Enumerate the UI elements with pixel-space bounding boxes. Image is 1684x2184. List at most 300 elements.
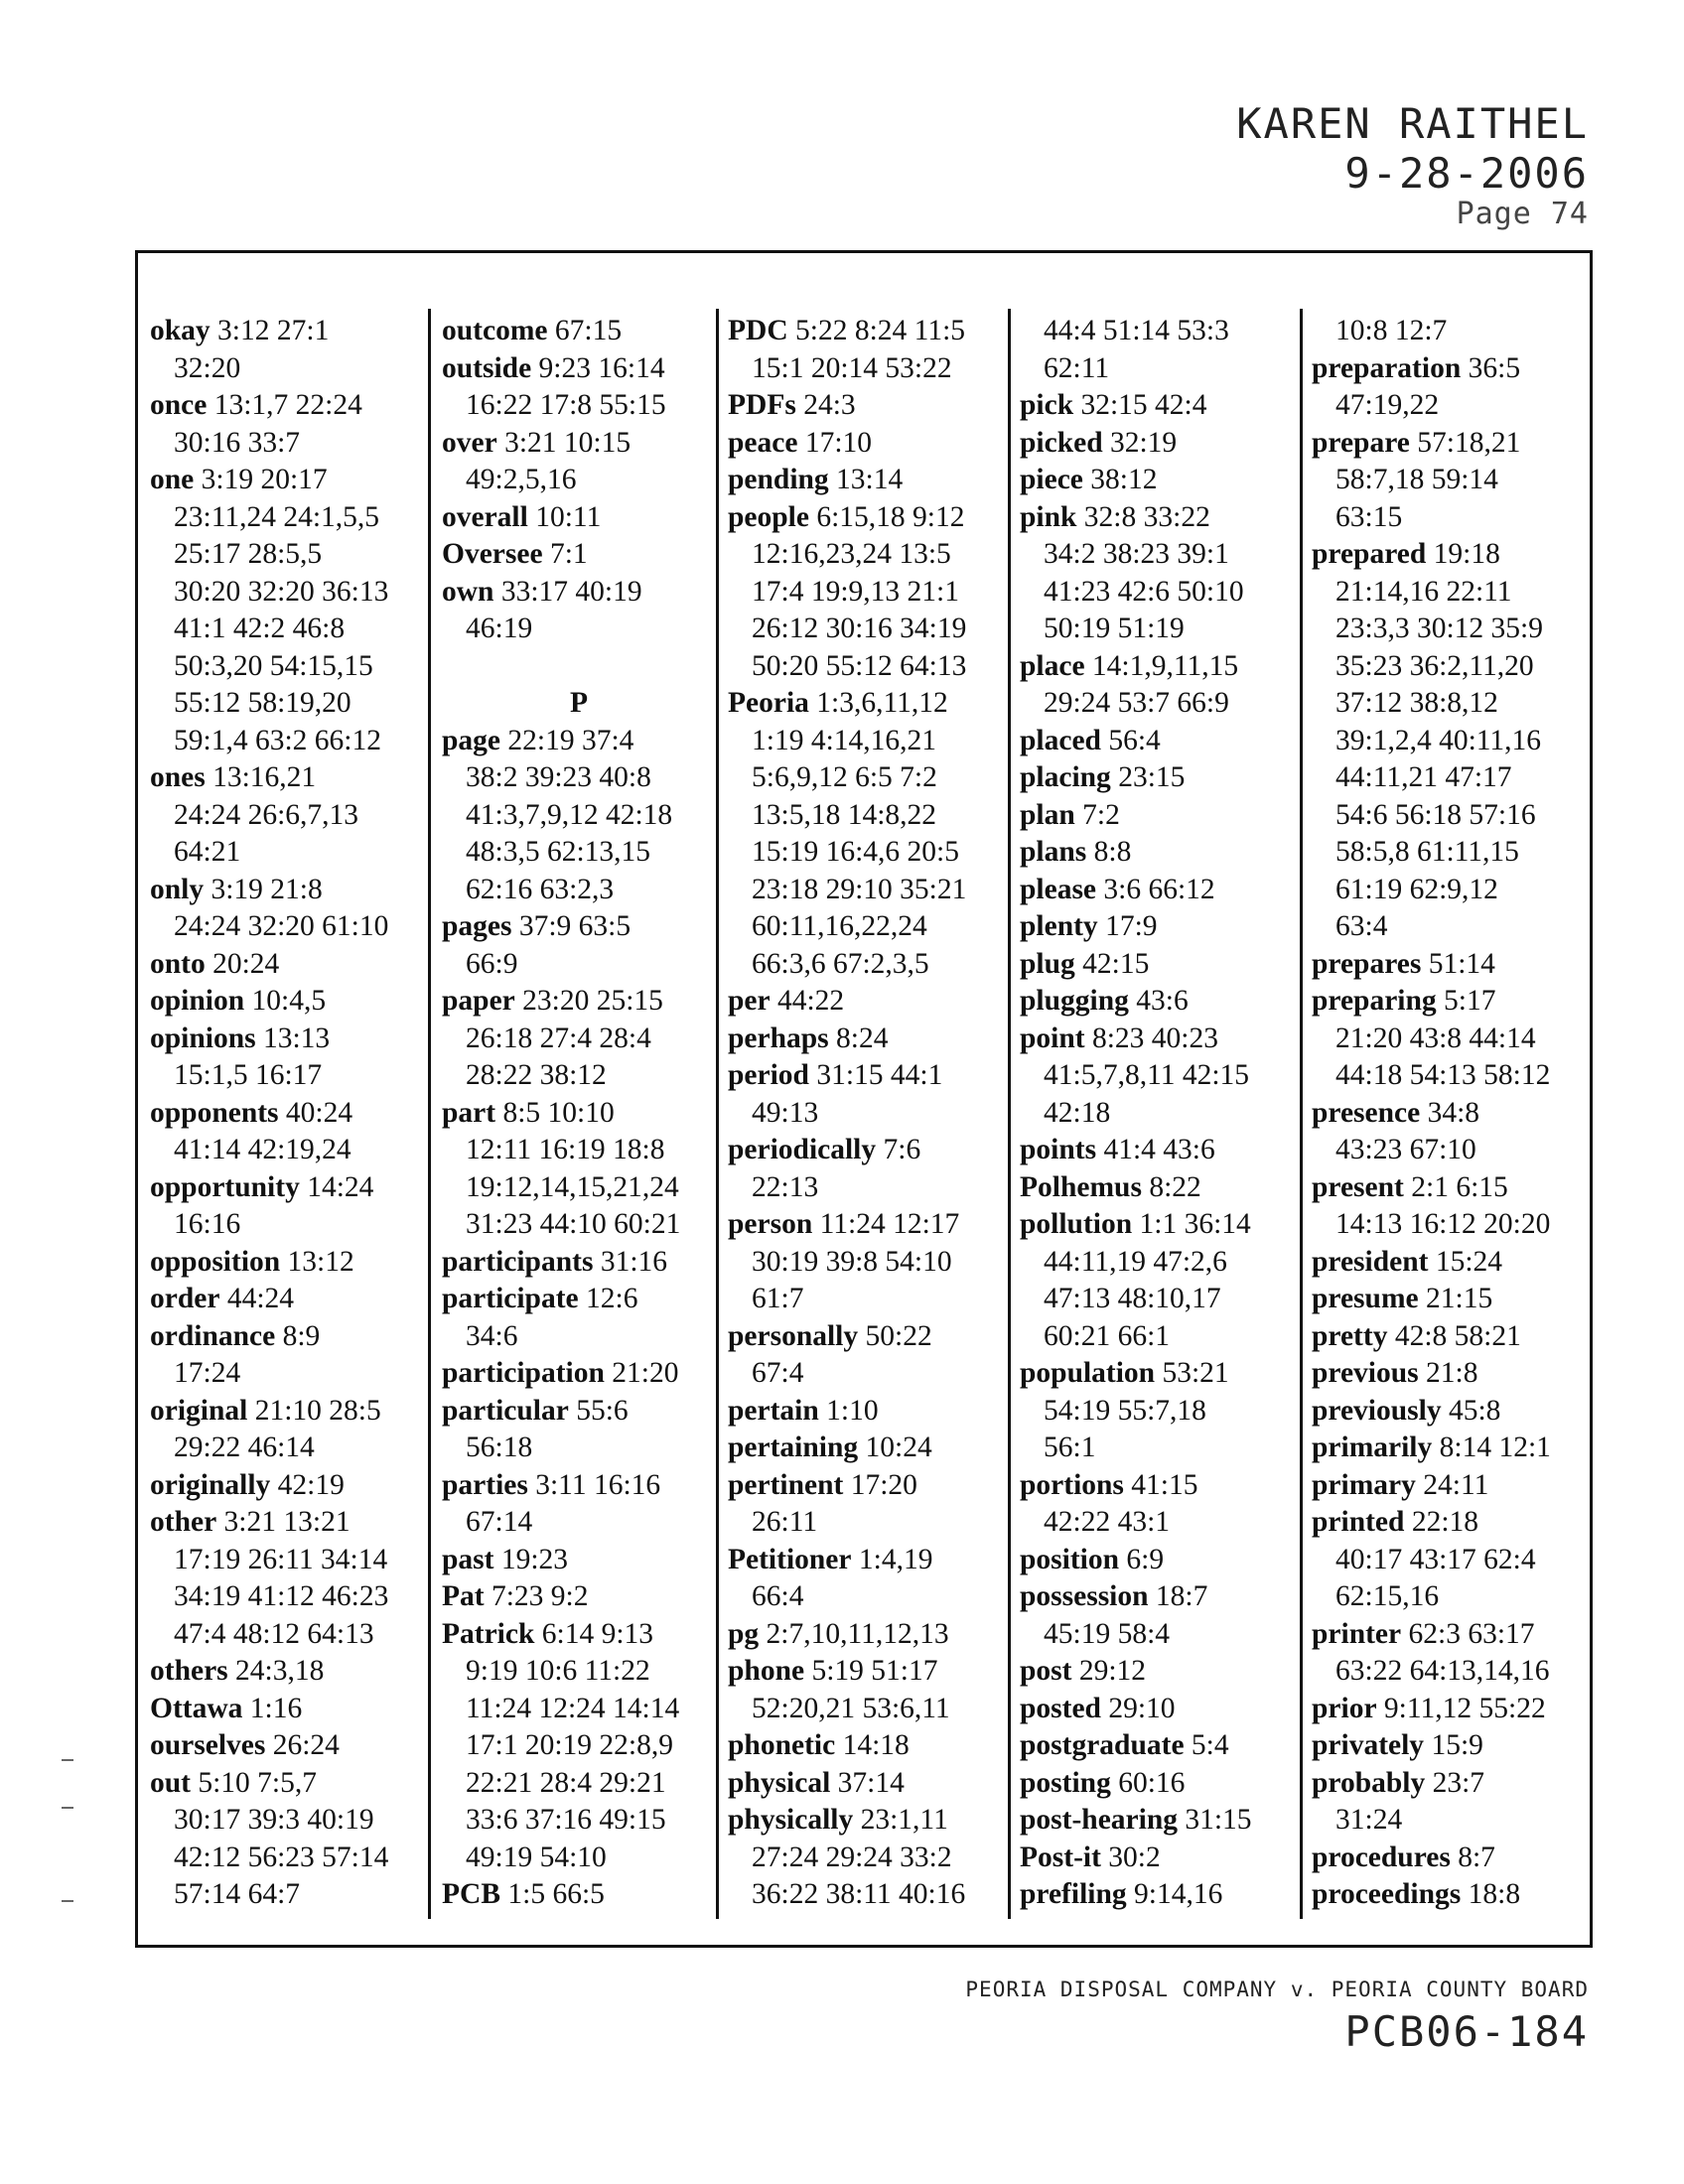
index-term: order [150,1283,220,1314]
page-references: 6:9 [1119,1543,1165,1575]
page-references-continued: 59:1,4 63:2 66:12 [174,724,381,756]
page-references-continued: 9:19 10:6 11:22 [466,1655,650,1687]
index-entry [150,1765,418,1803]
page-references-continued: 31:24 [1335,1804,1403,1836]
index-term: participants [442,1245,594,1278]
page-references-continued: 50:20 55:12 64:13 [752,649,967,682]
index-term: posted [1020,1692,1101,1724]
index-term: pertinent [728,1468,844,1501]
index-term: opinions [150,1022,256,1054]
index-entry [1020,946,1300,984]
index-term: position [1020,1543,1120,1575]
page-references: 42:15 [1074,947,1150,980]
page-references: 7:23 9:2 [484,1580,589,1612]
page-references: 13:1,7 22:24 [207,389,362,421]
page-references: 1:10 [818,1394,879,1427]
index-entry [1020,1355,1300,1393]
index-box [135,250,1593,1948]
page-references: 10:24 [858,1432,932,1463]
index-term: plugging [1020,985,1129,1017]
page-references-continued: 66:9 [466,947,518,980]
index-entry [1020,1840,1300,1877]
index-entry [150,1467,418,1505]
page-references-continued: 44:11,21 47:17 [1335,761,1512,793]
index-term: others [150,1655,228,1687]
index-term: ones [150,761,206,793]
page-references-continued: 29:22 46:14 [174,1432,315,1463]
page-references-continued: 14:13 16:12 20:20 [1335,1208,1551,1240]
page-references: 5:19 51:17 [804,1655,938,1687]
index-entry [150,983,418,1021]
index-entry [150,1691,418,1728]
index-term: prepares [1312,947,1422,980]
index-term: only [150,873,205,905]
page-references: 3:12 27:1 [210,315,330,346]
index-term: procedures [1312,1841,1451,1873]
page-references-continued: 25:17 28:5,5 [174,538,323,570]
page-references: 41:4 43:6 [1096,1134,1215,1165]
index-entry [728,1467,1006,1505]
index-term: plan [1020,798,1075,831]
page-references-continued: 50:3,20 54:15,15 [174,649,373,682]
page-references: 5:4 [1184,1729,1229,1761]
page-references-continued: 60:21 66:1 [1044,1319,1171,1352]
page-references-continued: 34:6 [466,1319,518,1352]
index-term: paper [442,985,515,1017]
index-entry [150,1727,418,1765]
page-references-continued: 41:5,7,8,11 42:15 [1044,1059,1250,1091]
page-references-continued: 11:24 12:24 14:14 [466,1692,680,1724]
page-references: 14:24 [299,1170,374,1203]
index-term: participate [442,1283,579,1314]
index-entry [1312,1281,1590,1318]
page-references-continued: 28:22 38:12 [466,1059,607,1091]
index-entry [728,1802,1006,1840]
index-term: place [1020,649,1085,682]
index-term: parties [442,1468,528,1501]
page-references: 13:12 [280,1245,354,1278]
page-references: 38:12 [1082,464,1158,495]
index-term: placed [1020,724,1101,756]
page-references: 44:22 [770,985,845,1017]
index-entry [442,536,716,574]
index-term: participation [442,1357,605,1389]
column-divider [1008,309,1011,1919]
index-entry [1312,1095,1590,1133]
page-references: 36:5 [1461,351,1521,384]
index-term: Petitioner [728,1543,852,1575]
page-references: 31:15 44:1 [808,1059,943,1091]
page-references: 53:21 [1155,1357,1229,1389]
index-entry [1020,1467,1300,1505]
index-term: piece [1020,464,1083,495]
index-term: present [1312,1170,1404,1203]
page-references: 18:8 [1461,1878,1521,1910]
page-references: 43:6 [1128,985,1189,1017]
page-references-continued: 62:16 63:2,3 [466,873,615,905]
page-references-continued: 41:14 42:19,24 [174,1134,351,1165]
page-references: 17:20 [843,1468,917,1501]
page-references: 8:8 [1086,836,1132,868]
index-entry [150,946,418,984]
page-references: 19:18 [1426,538,1500,570]
page-references-continued: 17:1 20:19 22:8,9 [466,1729,673,1761]
page-references-continued: 24:24 32:20 61:10 [174,910,389,942]
page-references: 1:4,19 [851,1543,933,1575]
index-column-2 [442,313,716,1925]
page-references-continued: 61:7 [752,1283,804,1314]
page-references-continued: 47:4 48:12 64:13 [174,1617,374,1650]
page-references-continued: 16:16 [174,1208,241,1240]
index-entry [1020,648,1300,686]
index-entry [728,1057,1006,1095]
index-entry [1312,1318,1590,1356]
index-term: ourselves [150,1729,266,1761]
page-references-continued: 23:18 29:10 35:21 [752,873,967,905]
index-entry [1312,536,1590,574]
deponent-name: KAREN RAITHEL [1236,99,1589,148]
margin-mark [62,1759,73,1761]
index-entry [150,1653,418,1691]
index-column-5 [1312,313,1590,1925]
index-term: previous [1312,1357,1419,1389]
page-references: 9:14,16 [1126,1878,1223,1910]
page-references: 32:15 42:4 [1073,389,1207,421]
page-references: 7:6 [876,1134,921,1165]
index-entry [728,462,1006,499]
index-term: pertain [728,1394,819,1427]
page-references-continued: 26:18 27:4 28:4 [466,1022,651,1054]
index-entry [728,1542,1006,1579]
page-references-continued: 23:3,3 30:12 35:9 [1335,613,1543,644]
column-divider [428,309,431,1919]
page-references: 14:18 [835,1729,910,1761]
page-references-continued: 42:18 [1044,1096,1111,1129]
index-term: PDC [728,315,788,346]
index-term: once [150,389,208,421]
index-entry [1020,1727,1300,1765]
index-entry [1312,1691,1590,1728]
page-references: 12:6 [578,1283,638,1314]
index-term: pink [1020,500,1077,533]
page-references: 40:24 [278,1096,353,1129]
index-entry [1312,1467,1590,1505]
page-references: 8:23 40:23 [1084,1022,1218,1054]
page-references: 44:24 [219,1283,295,1314]
page-references: 3:21 10:15 [496,426,632,459]
page-references-continued: 17:4 19:9,13 21:1 [752,575,959,608]
index-column-4 [1020,313,1300,1925]
index-entry [150,759,418,797]
index-entry [1312,1727,1590,1765]
index-entry [442,499,716,537]
page-references: 6:14 9:13 [534,1617,654,1650]
page-references: 24:11 [1415,1468,1489,1501]
index-term: previously [1312,1394,1442,1427]
index-entry [150,462,418,499]
index-term: privately [1312,1729,1425,1761]
index-term: overall [442,500,528,533]
index-entry [1312,425,1590,463]
index-term: outcome [442,315,548,346]
index-term: opinion [150,985,245,1017]
page-references-continued: 63:22 64:13,14,16 [1335,1655,1550,1687]
index-entry [1312,1840,1590,1877]
page-references-continued: 48:3,5 62:13,15 [466,836,651,868]
page-references: 21:10 28:5 [247,1394,381,1427]
section-letter: P [569,687,589,719]
page-references-continued: 54:19 55:7,18 [1044,1394,1206,1427]
page-references-continued: 17:24 [174,1357,241,1389]
index-entry [1312,1504,1590,1542]
index-entry [150,313,418,350]
page-references: 3:21 13:21 [216,1506,351,1538]
page-references-continued: 43:23 67:10 [1335,1134,1476,1165]
index-term: point [1020,1022,1085,1054]
page-references-continued: 47:13 48:10,17 [1044,1283,1221,1314]
page-references: 10:11 [527,500,602,533]
page-references: 22:18 [1404,1506,1479,1538]
page-references-continued: 1:19 4:14,16,21 [752,724,937,756]
page-references-continued: 54:6 56:18 57:16 [1335,798,1536,831]
index-term: pick [1020,389,1074,421]
index-term: opponents [150,1096,279,1129]
page-references-continued: 15:1 20:14 53:22 [752,351,952,384]
page-references-continued: 26:12 30:16 34:19 [752,613,967,644]
index-entry [728,1318,1006,1356]
page-references-continued: 12:11 16:19 18:8 [466,1134,665,1165]
index-entry [442,574,716,612]
index-term: president [1312,1245,1429,1278]
page-references-continued: 61:19 62:9,12 [1335,873,1498,905]
index-term: opportunity [150,1170,300,1203]
page-references-continued: 63:4 [1335,910,1388,942]
page-references-continued: 46:19 [466,613,533,644]
index-entry [1020,425,1300,463]
index-term: periodically [728,1134,877,1165]
page-references: 8:14 12:1 [1432,1432,1551,1463]
index-term: preparing [1312,985,1437,1017]
page-references: 2:1 6:15 [1403,1170,1508,1203]
page-references-continued: 29:24 53:7 66:9 [1044,687,1229,719]
index-entry [442,1616,716,1654]
index-term: PDFs [728,389,796,421]
index-term: original [150,1394,248,1427]
page-references-continued: 56:18 [466,1432,533,1463]
column-divider [716,309,719,1919]
index-term: people [728,500,809,533]
page-references: 21:8 [1418,1357,1478,1389]
index-entry [442,425,716,463]
index-entry [442,350,716,388]
index-term: presume [1312,1283,1419,1314]
index-term: posting [1020,1766,1111,1799]
page-references-continued: 17:19 26:11 34:14 [174,1543,388,1575]
page-references: 8:7 [1450,1841,1495,1873]
page-references: 23:15 [1110,761,1186,793]
page-references-continued: 62:11 [1044,351,1110,384]
page-references-continued: 42:12 56:23 57:14 [174,1841,389,1873]
index-term: outside [442,351,532,384]
index-term: post-hearing [1020,1804,1178,1836]
page-references-continued: 34:2 38:23 39:1 [1044,538,1229,570]
page-references-continued: 67:4 [752,1357,804,1389]
index-entry [728,313,1006,350]
page-references-continued: 31:23 44:10 60:21 [466,1208,681,1240]
page-number: Page 74 [1456,197,1589,231]
page-references-continued: 45:19 58:4 [1044,1617,1171,1650]
index-entry [728,1653,1006,1691]
index-term: preparation [1312,351,1462,384]
index-term: pollution [1020,1208,1133,1240]
page-references: 9:23 16:14 [531,351,665,384]
page-references-continued: 15:19 16:4,6 20:5 [752,836,959,868]
page-references: 34:8 [1420,1096,1480,1129]
page-references-continued: 49:19 54:10 [466,1841,607,1873]
index-entry [1312,1169,1590,1207]
index-term: pretty [1312,1319,1388,1352]
page-references: 7:1 [542,538,588,570]
margin-mark [62,1807,73,1809]
margin-mark [62,1900,73,1902]
page-references: 3:6 66:12 [1096,873,1215,905]
page-references: 57:18,21 [1409,426,1521,459]
index-entry [442,1578,716,1616]
deposition-date: 9-28-2006 [1344,149,1589,198]
page-references-continued: 24:24 26:6,7,13 [174,798,359,831]
index-entry [442,1244,716,1282]
page-references: 45:8 [1441,1394,1501,1427]
page-references: 17:10 [797,426,873,459]
page-references: 13:13 [255,1022,331,1054]
page-references-continued: 67:14 [466,1506,533,1538]
page-references: 21:15 [1418,1283,1493,1314]
page-references-continued: 64:21 [174,836,241,868]
index-entry [728,983,1006,1021]
index-term: plug [1020,947,1075,980]
index-term: pending [728,464,829,495]
index-term: please [1020,873,1097,905]
page-references-continued: 55:12 58:19,20 [174,687,351,719]
page-references-continued: 52:20,21 53:6,11 [752,1692,950,1724]
page-references-continued: 5:6,9,12 6:5 7:2 [752,761,937,793]
column-divider [1300,309,1303,1919]
index-entry [150,1095,418,1133]
page-references-continued: 39:1,2,4 40:11,16 [1335,724,1542,756]
page-references: 67:15 [547,315,623,346]
index-entry [728,1430,1006,1467]
index-entry [728,1765,1006,1803]
page-references: 6:15,18 9:12 [808,500,965,533]
index-entry [1020,1169,1300,1207]
page-references-continued: 63:15 [1335,500,1403,533]
page-references: 3:11 16:16 [527,1468,661,1501]
page-references: 32:19 [1102,426,1178,459]
index-entry [1020,1765,1300,1803]
index-term: points [1020,1134,1097,1165]
index-term: perhaps [728,1022,829,1054]
index-term: physically [728,1804,854,1836]
index-term: printer [1312,1617,1402,1650]
index-entry [1020,1542,1300,1579]
page-references-continued: 30:16 33:7 [174,426,301,459]
page-references: 3:19 20:17 [194,464,328,495]
index-entry [728,387,1006,425]
page-references: 1:1 36:14 [1132,1208,1251,1240]
index-term: placing [1020,761,1111,793]
index-entry [1020,1876,1300,1914]
page-references: 23:20 25:15 [514,985,663,1017]
page-references-continued: 66:4 [752,1580,804,1612]
index-term: own [442,575,494,608]
index-term: presence [1312,1096,1421,1129]
page-references: 17:9 [1097,910,1158,942]
page-references: 8:9 [275,1319,321,1352]
case-caption: PEORIA DISPOSAL COMPANY v. PEORIA COUNTY BOARD [965,1978,1589,2001]
index-entry [1312,1393,1590,1431]
index-entry [1312,1616,1590,1654]
index-term: physical [728,1766,831,1799]
page-references-continued: 58:5,8 61:11,15 [1335,836,1519,868]
index-entry [728,1021,1006,1058]
index-term: Polhemus [1020,1170,1142,1203]
page-references: 10:4,5 [244,985,327,1017]
page-references: 41:15 [1123,1468,1198,1501]
index-entry [1020,387,1300,425]
index-entry [1020,1691,1300,1728]
index-entry [150,1281,418,1318]
page-references-continued: 41:3,7,9,12 42:18 [466,798,673,831]
page-references-continued: 58:7,18 59:14 [1335,464,1498,495]
index-entry [1312,1355,1590,1393]
index-term: Pat [442,1580,485,1612]
index-term: over [442,426,497,459]
index-term: peace [728,426,798,459]
index-entry [1020,834,1300,872]
page-references: 23:1,11 [853,1804,948,1836]
page-references: 42:8 58:21 [1387,1319,1521,1352]
page-references-continued: 60:11,16,22,24 [752,910,927,942]
index-entry [1312,1876,1590,1914]
page-references: 1:16 [242,1692,303,1724]
index-term: onto [150,947,206,980]
index-entry [1020,499,1300,537]
page-references-continued: 34:19 41:12 46:23 [174,1580,389,1612]
index-entry [1020,1132,1300,1169]
page-references-continued: 49:13 [752,1096,819,1129]
page-references-continued: 32:20 [174,351,241,384]
page-references: 32:8 33:22 [1076,500,1210,533]
page-references-continued: 33:6 37:16 49:15 [466,1804,666,1836]
index-term: per [728,985,771,1017]
index-term: Ottawa [150,1692,243,1724]
index-entry [1312,1765,1590,1803]
page-references: 9:11,12 55:22 [1376,1692,1546,1724]
page-references-continued: 41:1 42:2 46:8 [174,613,346,644]
blank-line [442,648,716,686]
index-entry [442,908,716,946]
page-references-continued: 66:3,6 67:2,3,5 [752,947,929,980]
page-references-continued: 19:12,14,15,21,24 [466,1170,679,1203]
index-term: plans [1020,836,1087,868]
index-term: opposition [150,1245,281,1278]
page-references-continued: 62:15,16 [1335,1580,1440,1612]
index-entry [1312,983,1590,1021]
index-entry [150,1393,418,1431]
index-term: picked [1020,426,1103,459]
index-term: pertaining [728,1432,859,1463]
page-references-continued: 56:1 [1044,1432,1096,1463]
